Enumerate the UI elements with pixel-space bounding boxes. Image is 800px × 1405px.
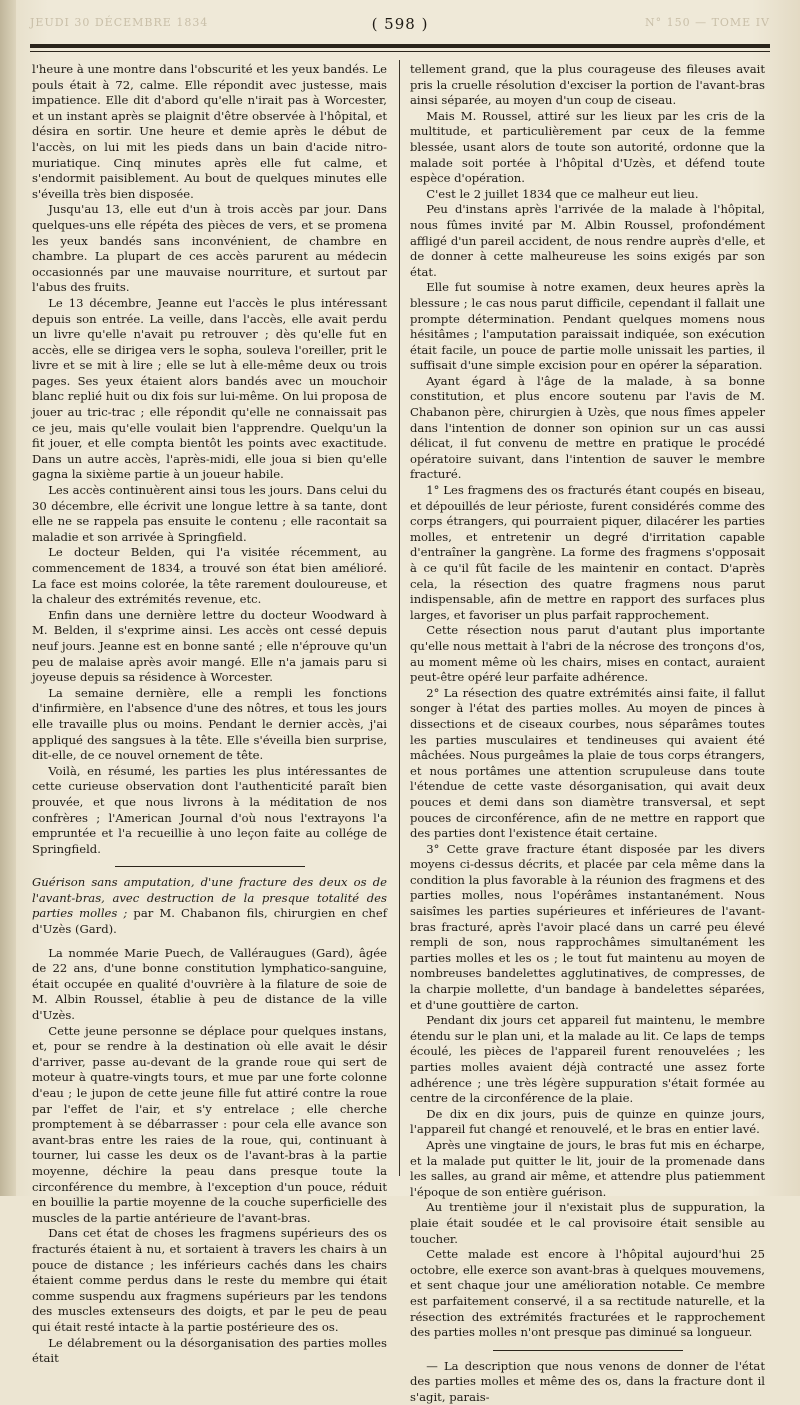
paragraph: Les accès continuèrent ainsi tous les jours. Dans celui du 30 décembre, elle écrivit une longue lettre à sa tante, dont elle ne se rappela pas ensuite le contenu ; elle racontait sa maladie et son arrivée à Springfield. <box>32 483 387 544</box>
paragraph: Dans cet état de choses les fragmens supérieurs des os fracturés étaient à nu, et sortaient à travers les chairs à un pouce de distance ; les inférieurs cachés dans les chairs étaient comme perdus dans le reste du membre qui était comme suspendu aux fragmens supérieurs par les tendons des muscles extenseurs des doigts, et par le peu de peau qui était resté intacte à la partie postérieure des os. <box>32 1226 387 1334</box>
section-separator <box>493 1350 683 1351</box>
left-column <box>32 62 388 1366</box>
paragraph: Après une vingtaine de jours, le bras fut mis en écharpe, et la malade put quitter le lit, jouir de la promenade dans les salles, au grand air même, et attendre plus patiemment l'époque de son entière guérison. <box>410 1137 765 1199</box>
paragraph: 1° Les fragmens des os fracturés étant coupés en biseau, et dépouillés de leur périoste, furent considérés comme des corps étrangers, qui pourraient piquer, dilacérer les parties molles, et entretenir un degré d'irritation capable d'entraîner la gangrène. La forme des fragmens s'opposait à ce qu'il fût facile de les maintenir en contact. D'après cela, la résection des quatre fragmens nous parut indispensable, afin de mettre en rapport des surfaces plus larges, et favoriser un plus parfait rapprochement. <box>410 483 765 622</box>
paragraph: Au trentième jour il n'existait plus de suppuration, la plaie était soudée et le cal provisoire était sensible au toucher. <box>410 1200 765 1246</box>
paragraph: 3° Cette grave fracture étant disposée par les divers moyens ci-dessus décrits, et placée par cela même dans la condition la plus favorable à la réunion des fragmens et des parties molles, nous l'opérâmes instantanément. Nous saisîmes les parties supérieures et inférieures de l'avant-bras fracturé, après l'avoir placé dans un carré peu élevé rempli de son, nous rapprochâmes simultanément les parties molles et les os ; le tout fut maintenu au moyen de nombreuses bandelettes agglutinatives, de compresses, de la charpie mollette, d'un bandage à bandelettes séparées, et d'une gouttière de carton. <box>410 841 765 1012</box>
header-rule-thin <box>30 51 770 52</box>
page-header <box>30 14 770 36</box>
paragraph: Pendant dix jours cet appareil fut maintenu, le membre étendu sur le plan uni, et la malade au lit. Ce laps de temps écoulé, les pièces de l'appareil furent renouvelées ; les parties molles avaient déjà contracté une assez forte adhérence ; une très légère suppuration s'était formée au centre de la circonférence de la plaie. <box>410 1013 765 1106</box>
paragraph: l'heure à une montre dans l'obscurité et les yeux bandés. Le pouls était à 72, calme. Elle répondit avec justesse, mais impatience. Elle dit d'abord qu'elle n'irait pas à Worcester, et un instant après se plaignit d'être observée à l'hôpital, et désira en sortir. Une heure et demie après le début de l'accès, on lui mit les pieds dans un bain d'acide nitro-muriatique. Cinq minutes après elle fut calme, et s'endormit paisiblement. Au bout de quelques minutes elle s'éveilla très bien disposée. <box>32 62 387 201</box>
closing-paragraph: — La description que nous venons de donner de l'état des parties molles et même des os, dans la fracture dont il s'agit, parais- <box>410 1358 765 1404</box>
article-title-text: Guérison sans amputation, d'une fracture des deux os de l'avant-bras, avec destruction de la presque totalité des parties molles ; <box>32 875 387 921</box>
paragraph: Elle fut soumise à notre examen, deux heures après la blessure ; le cas nous parut difficile, cependant il fallait une prompte détermination. Pendant quelques momens nous hésitâmes ; l'amputation paraissait indiquée, son exécution était facile, un pouce de partie molle unissait les parties, il suffisait d'une simple excision pour en opérer la séparation. <box>410 280 765 373</box>
paragraph: Cette résection nous parut d'autant plus importante qu'elle nous mettait à l'abri de la nécrose des tronçons d'os, au moment même où les chairs, mises en contact, auraient peut-être opéré leur parfaite adhérence. <box>410 623 765 685</box>
paragraph: tellement grand, que la plus courageuse des fileuses avait pris la cruelle résolution d'exciser la portion de l'avant-bras ainsi séparée, au moyen d'un coup de ciseau. <box>410 62 765 108</box>
bleed-through-left: JEUDI 30 DÉCEMBRE 1834 <box>30 16 209 29</box>
article-title <box>32 875 387 937</box>
right-column <box>410 62 765 1404</box>
paragraph: Mais M. Roussel, attiré sur les lieux par les cris de la multitude, et particulièrement par ceux de la femme blessée, usant alors de toute son autorité, ordonne que la malade soit portée à l'hôpital d'Uzès, et défend toute espèce d'opération. <box>410 108 765 186</box>
column-divider <box>399 60 400 1176</box>
paragraph: Peu d'instans après l'arrivée de la malade à l'hôpital, nous fûmes invité par M. Albin Roussel, profondément affligé d'un pareil accident, de nous rendre auprès d'elle, et de donner à cette malheureuse les soins exigés par son état. <box>410 202 765 279</box>
paragraph: Ayant égard à l'âge de la malade, à sa bonne constitution, et plus encore soutenu par l'avis de M. Chabanon père, chirurgien à Uzès, que nous fîmes appeler dans l'intention de donner son opinion sur un cas aussi délicat, il fut convenu de mettre en pratique le procédé opératoire suivant, dans l'intention de sauver le membre fracturé. <box>410 373 765 482</box>
page-spine <box>0 0 16 1196</box>
article-author: par M. Chabanon fils, chirurgien en chef d'Uzès (Gard). <box>32 906 388 937</box>
bleed-through-right: N° 150 — TOME IV <box>644 16 770 29</box>
paragraph: Voilà, en résumé, les parties les plus intéressantes de cette curieuse observation dont l'authenticité paraît bien prouvée, et que nous livrons à la méditation de nos confrères ; l'American Journal d'où nous l'extrayons l'a empruntée et l'a recueillie à uno leçon faite au collége de Springfield. <box>32 763 387 856</box>
paragraph: La semaine dernière, elle a rempli les fonctions d'infirmière, en l'absence d'une des nôtres, et tous les jours elle travaille plus ou moins. Pendant le dernier accès, j'ai appliqué des sangsues à la tête. Elle s'éveilla bien surprise, dit-elle, de ce nouvel ornement de tête. <box>32 685 387 763</box>
paragraph: Cette malade est encore à l'hôpital aujourd'hui 25 octobre, elle exerce son avant-bras à quelques mouvemens, et sent chaque jour une amélioration notable. Ce membre est parfaitement conservé, il a sa rectitude naturelle, et la résection des extrémités fracturées et le rapprochement des parties molles n'ont presque pas diminué sa longueur. <box>410 1247 765 1340</box>
paragraph: C'est le 2 juillet 1834 que ce malheur eut lieu. <box>426 186 699 201</box>
paragraph: De dix en dix jours, puis de quinze en quinze jours, l'appareil fut changé et renouvelé, et le bras en entier lavé. <box>410 1106 765 1137</box>
header-rule-thick <box>30 44 770 48</box>
paragraph: Enfin dans une dernière lettre du docteur Woodward à M. Belden, il s'exprime ainsi. Les accès ont cessé depuis neuf jours. Jeanne est en bonne santé ; elle n'éprouve qu'un peu de malaise après avoir mangé. Elle n'a jamais paru si joyeuse depuis sa résidence à Worcester. <box>32 607 387 685</box>
section-separator <box>115 866 305 867</box>
paragraph: 2° La résection des quatre extrémités ainsi faite, il fallut songer à l'état des parties molles. Au moyen de pinces à dissections et de ciseaux courbes, nous séparâmes toutes les parties musculaires et tendineuses qui avaient été mâchées. Nous purgeâmes la plaie de tous corps étrangers, et nous portâmes une attention scrupuleuse dans toute l'étendue de cette vaste désorganisation, qui avait deux pouces et demi dans son diamètre transversal, et sept pouces de circonférence, afin de ne mettre en rapport que des parties dont l'existence était certaine. <box>410 685 765 841</box>
paragraph: Le docteur Belden, qui l'a visitée récemment, au commencement de 1834, a trouvé son état bien amélioré. La face est moins colorée, la tête rarement douloureuse, et la chaleur des extrémités revenue, etc. <box>32 545 387 607</box>
paragraph: Jusqu'au 13, elle eut d'un à trois accès par jour. Dans quelques-uns elle répéta des pièces de vers, et se promena les yeux bandés sans inconvénient, de chambre en chambre. La plupart de ces accès parurent au médecin occasionnés par une mauvaise nourriture, et surtout par l'abus des fruits. <box>32 202 387 295</box>
paragraph: Le 13 décembre, Jeanne eut l'accès le plus intéressant depuis son entrée. La veille, dans l'accès, elle avait perdu un livre qu'elle n'avait pu retrouver ; dès qu'elle fut en accès, elle se dirigea vers le sopha, souleva l'oreiller, prit le livre et se mit à lire ; elle se lut à elle-même deux ou trois pages. Ses yeux étaient alors bandés avec un mouchoir blanc replié huit ou dix fois sur lui-même. On lui proposa de jouer au tric-trac ; elle répondit qu'elle ne connaissait pas ce jeu, mais qu'elle voulait bien l'apprendre. Quelqu'un la fit jouer, et elle compta bientôt les points avec exactitude. Dans un autre accès, l'après-midi, elle joua si bien qu'elle gagna la sixième partie à un joueur habile. <box>32 295 387 482</box>
paragraph: La nommée Marie Puech, de Valléraugues (Gard), âgée de 22 ans, d'une bonne constitution lymphatico-sanguine, était occupée en qualité d'ouvrière à la filature de soie de M. Albin Roussel, établie à peu de distance de la ville d'Uzès. <box>32 945 387 1023</box>
page-number: ( 598 ) <box>371 15 429 33</box>
paragraph: Le délabrement ou la désorganisation des parties molles était <box>32 1335 387 1366</box>
paragraph: Cette jeune personne se déplace pour quelques instans, et, pour se rendre à la destination où elle avait le désir d'arriver, passe au-devant de la grande roue qui sert de moteur à quatre-vingts tours, et mue par une forte colonne d'eau ; le jupon de cette jeune fille fut attiré contre la roue par l'effet de l'air, et s'y entrelace ; elle cherche promptement à se débarrasser : pour cela elle avance son avant-bras entre les raies de la roue, qui, continuant à tourner, lui casse les deux os de l'avant-bras à la partie moyenne, déchire la peau dans presque toute la circonférence du membre, à l'exception d'un pouce, réduit en bouillie la partie moyenne de la couche superficielle des muscles de la partie antérieure de l'avant-bras. <box>32 1023 387 1225</box>
